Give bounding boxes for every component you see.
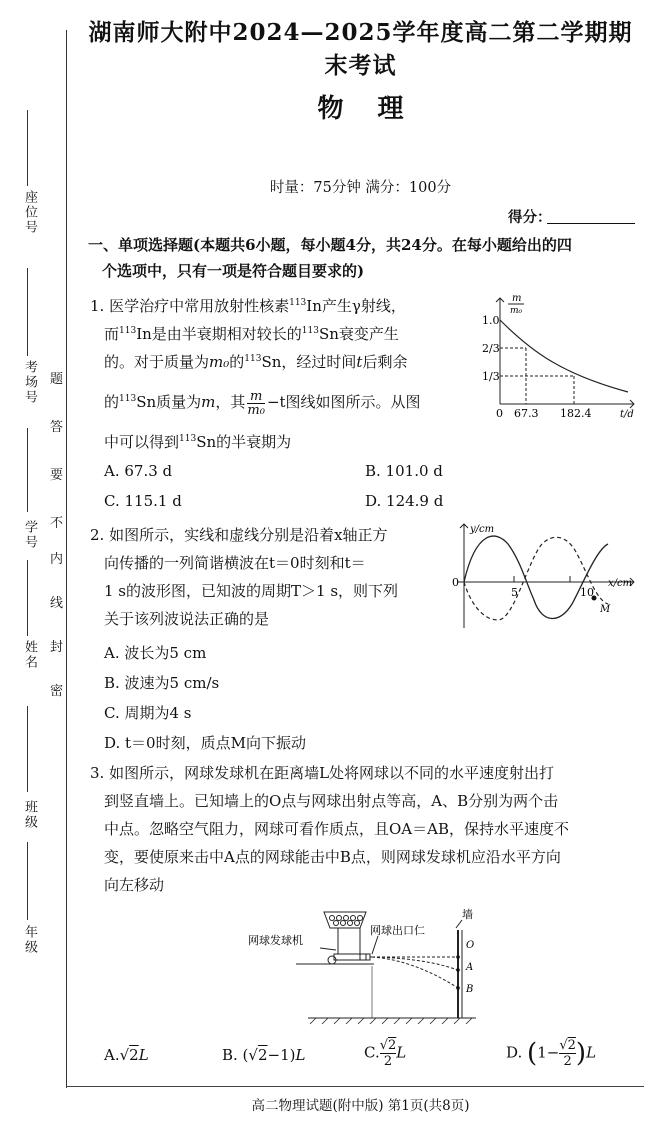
q1-line-3: 的。对于质量为m₀的$^{113}$Sn，经过时间t后剩余 [104,353,408,371]
q1-option-d[interactable]: D. 124.9 d [365,492,444,510]
grade-blank [27,842,28,920]
q2-line-2: 向传播的一列简谐横波在t＝0时刻和t＝ [104,554,366,572]
wave-solid [464,536,608,618]
q2-line-4: 关于该列波说法正确的是 [104,610,270,628]
score-blank [547,223,635,224]
x-label: x/cm [608,578,633,589]
q2-wave-graph [448,520,643,632]
q2-option-d[interactable]: D. t＝0时刻，质点M向下振动 [104,734,306,752]
machine-body [338,928,360,954]
footer-divider [66,1086,644,1087]
x-tick: 67.3 [514,407,539,420]
q3-line-4: 变，要使原来击中A点的网球能击中B点，则网球发球机应沿水平方向 [104,848,561,866]
q3-option-d[interactable]: D. (1− $\frac{√2}{2}$ )L [506,1038,597,1069]
q1-line-5: 中可以得到$^{113}$Sn的半衰期为 [104,433,292,451]
seat-label: 座位号 [22,190,37,235]
q2-option-b[interactable]: B. 波速为5 cm/s [104,674,220,692]
q2-line-1: 2. 如图所示，实线和虚线分别是沿着x轴正方 [90,526,388,544]
class-label: 班级 [22,800,37,830]
q1-line-2: 而$^{113}$In是由半衰期相对较长的$^{113}$Sn衰变产生 [104,325,399,343]
q3-line-1: 3. 如图所示，网球发球机在距离墙L处将网球以不同的水平速度射出打 [90,764,555,782]
q1-line-1: 1. 医学治疗中常用放射性核素$^{113}$In产生γ射线， [90,297,406,315]
outlet-label: 网球出口仁 [370,924,425,937]
binding-line [66,30,67,1088]
q1-line-4: 的$^{113}$Sn质量为m，其 $\frac{m}{\text{m₀}}$ −t图线如图所示。从图 [104,388,421,418]
student-no-blank [27,428,28,512]
name-label: 姓名 [22,640,37,670]
exam-title: 湖南师大附中2024—2025学年度高二第二学期期末考试 [88,19,633,79]
seal-word: 答 [50,420,64,435]
exam-meta: 时量：75分钟 满分：100分 [269,180,452,196]
x-tick: 10 [580,586,594,599]
exam-room-blank [27,268,28,356]
machine-label: 网球发球机 [248,934,303,947]
decay-curve [500,320,628,392]
ylabel-num: m [512,293,522,304]
y-tick: 1/3 [482,370,500,383]
ylabel-den: m₀ [510,306,523,316]
seal-word: 封 [50,640,64,655]
score-label: 得分： [508,209,552,226]
q3-tennis-figure [244,906,484,1030]
q3-option-b[interactable]: B. (√2−1)L [222,1046,306,1064]
y-tick: 2/3 [482,342,500,355]
q2-option-a[interactable]: A. 波长为5 cm [104,644,207,662]
section-heading: 一、单项选择题(本题共6小题，每小题4分，共24分。在每小题给出的四 [88,236,572,254]
x-tick: 5 [511,586,518,599]
q2-line-3: 1 s的波形图，已知波的周期T＞1 s，则下列 [104,582,399,600]
point-a: A [466,962,474,973]
q3-option-c[interactable]: C. $\frac{√2}{2}$ L [364,1038,407,1069]
q3-line-5: 向左移动 [104,876,165,894]
section-heading-cont: 个选项中，只有一项是符合题目要求的) [102,262,365,280]
class-blank [27,706,28,792]
origin: 0 [452,576,459,589]
seal-word: 线 [50,596,64,611]
point-m-label: M [600,604,611,615]
seal-word: 密 [50,684,64,699]
seal-word: 内 [50,552,64,567]
wave-dashed [464,537,608,620]
name-blank [27,560,28,636]
q1-option-b[interactable]: B. 101.0 d [365,462,443,480]
q3-line-2: 到竖直墙上。已知墙上的O点与网球出射点等高，A、B分别为两个击 [104,792,559,810]
wall-label: 墙 [462,908,473,921]
seal-word: 题 [50,372,64,387]
page-footer: 高二物理试题(附中版) 第1页(共8页) [251,1098,470,1114]
grade-label: 年级 [22,925,37,955]
y-label: y/cm [470,524,495,535]
q1-decay-graph [452,290,642,420]
point-o: O [466,940,475,951]
exam-room-label: 考场号 [22,360,37,405]
point-b: B [466,984,474,995]
y-tick: 1.0 [482,314,500,327]
seat-blank [27,110,28,186]
x-tick: 182.4 [560,407,592,420]
student-no-label: 学号 [22,520,37,550]
q2-option-c[interactable]: C. 周期为4 s [104,704,192,722]
q1-option-c[interactable]: C. 115.1 d [104,492,182,510]
seal-word: 不 [50,516,64,531]
subject-title: 物理 [317,94,438,124]
seal-word: 要 [50,468,64,483]
x-tick: 0 [496,407,503,420]
q3-option-a[interactable]: A.√2L [104,1046,149,1064]
q1-option-a[interactable]: A. 67.3 d [104,462,173,480]
x-label: t/d [620,409,634,420]
q3-line-3: 中点。忽略空气阻力，网球可看作质点，且OA＝AB，保持水平速度不 [104,820,569,838]
